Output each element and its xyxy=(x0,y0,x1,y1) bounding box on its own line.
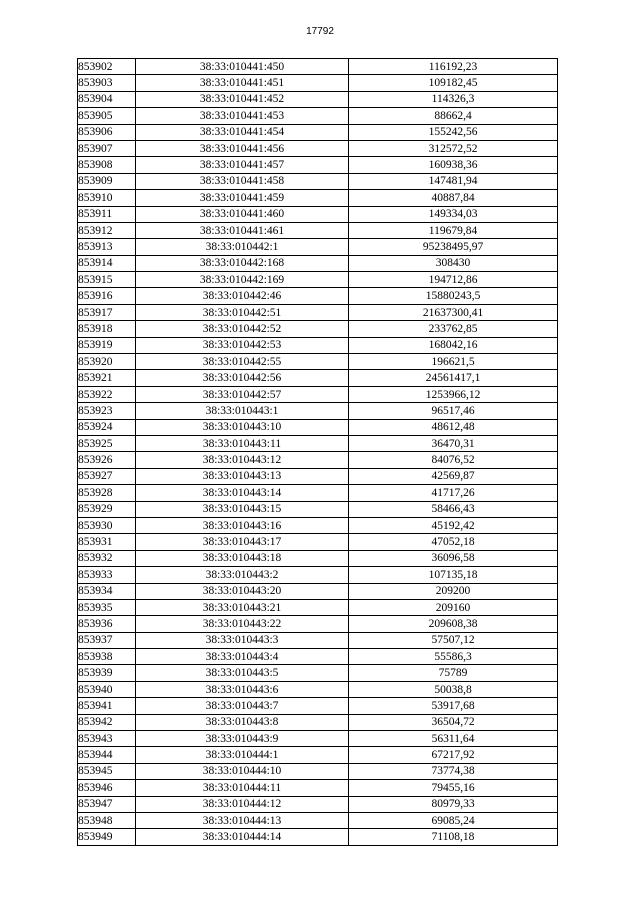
row-number-cell: 853933 xyxy=(78,567,136,583)
cadastral-number-cell: 38:33:010443:8 xyxy=(136,714,349,730)
cadastral-number-cell: 38:33:010441:454 xyxy=(136,124,349,140)
table-row xyxy=(78,796,558,812)
row-number-cell: 853911 xyxy=(78,206,136,222)
cadastral-number-cell: 38:33:010443:13 xyxy=(136,468,349,484)
cadastral-number-cell: 38:33:010442:51 xyxy=(136,304,349,320)
row-number-cell: 853922 xyxy=(78,386,136,402)
cadastral-value-cell: 48612,48 xyxy=(349,419,558,435)
table-row xyxy=(78,272,558,288)
table-row xyxy=(78,321,558,337)
table-row xyxy=(78,616,558,632)
cadastral-number-cell: 38:33:010443:11 xyxy=(136,435,349,451)
row-number-cell: 853938 xyxy=(78,649,136,665)
table-row xyxy=(78,354,558,370)
cadastral-number-cell: 38:33:010443:4 xyxy=(136,649,349,665)
table-row xyxy=(78,222,558,238)
cadastral-value-cell: 209608,38 xyxy=(349,616,558,632)
cadastral-number-cell: 38:33:010443:10 xyxy=(136,419,349,435)
row-number-cell: 853927 xyxy=(78,468,136,484)
row-number-cell: 853919 xyxy=(78,337,136,353)
row-number-cell: 853902 xyxy=(78,59,136,75)
table-row xyxy=(78,304,558,320)
table-row xyxy=(78,124,558,140)
table-row xyxy=(78,780,558,796)
cadastral-number-cell: 38:33:010443:22 xyxy=(136,616,349,632)
table-row xyxy=(78,91,558,107)
row-number-cell: 853931 xyxy=(78,534,136,550)
cadastral-number-cell: 38:33:010443:16 xyxy=(136,517,349,533)
table-row xyxy=(78,681,558,697)
cadastral-number-cell: 38:33:010441:459 xyxy=(136,190,349,206)
table-row xyxy=(78,517,558,533)
cadastral-value-cell: 88662,4 xyxy=(349,108,558,124)
cadastral-number-cell: 38:33:010442:56 xyxy=(136,370,349,386)
cadastral-value-cell: 73774,38 xyxy=(349,763,558,779)
cadastral-number-cell: 38:33:010443:12 xyxy=(136,452,349,468)
cadastral-number-cell: 38:33:010441:461 xyxy=(136,222,349,238)
row-number-cell: 853921 xyxy=(78,370,136,386)
row-number-cell: 853930 xyxy=(78,517,136,533)
cadastral-value-cell: 84076,52 xyxy=(349,452,558,468)
cadastral-value-cell: 24561417,1 xyxy=(349,370,558,386)
cadastral-value-cell: 36096,58 xyxy=(349,550,558,566)
cadastral-value-cell: 109182,45 xyxy=(349,75,558,91)
cadastral-number-cell: 38:33:010442:52 xyxy=(136,321,349,337)
table-row xyxy=(78,403,558,419)
cadastral-value-cell: 41717,26 xyxy=(349,485,558,501)
cadastral-value-cell: 168042,16 xyxy=(349,337,558,353)
row-number-cell: 853916 xyxy=(78,288,136,304)
cadastral-value-cell: 194712,86 xyxy=(349,272,558,288)
table-row xyxy=(78,140,558,156)
row-number-cell: 853907 xyxy=(78,140,136,156)
cadastral-number-cell: 38:33:010443:20 xyxy=(136,583,349,599)
table-body xyxy=(78,59,558,846)
table-row xyxy=(78,370,558,386)
cadastral-value-cell: 95238495,97 xyxy=(349,239,558,255)
cadastral-value-cell: 114326,3 xyxy=(349,91,558,107)
cadastral-value-cell: 1253966,12 xyxy=(349,386,558,402)
cadastral-number-cell: 38:33:010441:460 xyxy=(136,206,349,222)
cadastral-value-cell: 42569,87 xyxy=(349,468,558,484)
cadastral-number-cell: 38:33:010443:2 xyxy=(136,567,349,583)
table-row xyxy=(78,731,558,747)
cadastral-number-cell: 38:33:010442:53 xyxy=(136,337,349,353)
row-number-cell: 853944 xyxy=(78,747,136,763)
cadastral-value-cell: 79455,16 xyxy=(349,780,558,796)
cadastral-value-cell: 80979,33 xyxy=(349,796,558,812)
row-number-cell: 853906 xyxy=(78,124,136,140)
cadastral-number-cell: 38:33:010444:12 xyxy=(136,796,349,812)
cadastral-value-cell: 56311,64 xyxy=(349,731,558,747)
row-number-cell: 853943 xyxy=(78,731,136,747)
table-row xyxy=(78,485,558,501)
cadastral-value-cell: 40887,84 xyxy=(349,190,558,206)
table-row xyxy=(78,747,558,763)
cadastral-number-cell: 38:33:010443:15 xyxy=(136,501,349,517)
table-row xyxy=(78,698,558,714)
table-row xyxy=(78,435,558,451)
table-row xyxy=(78,239,558,255)
cadastral-number-cell: 38:33:010444:1 xyxy=(136,747,349,763)
cadastral-number-cell: 38:33:010443:17 xyxy=(136,534,349,550)
table-row xyxy=(78,452,558,468)
cadastral-value-cell: 69085,24 xyxy=(349,812,558,828)
cadastral-value-cell: 209160 xyxy=(349,599,558,615)
cadastral-value-cell: 55586,3 xyxy=(349,649,558,665)
row-number-cell: 853928 xyxy=(78,485,136,501)
cadastral-value-cell: 50038,8 xyxy=(349,681,558,697)
cadastral-value-cell: 96517,46 xyxy=(349,403,558,419)
cadastral-value-cell: 308430 xyxy=(349,255,558,271)
cadastral-number-cell: 38:33:010442:1 xyxy=(136,239,349,255)
table-row xyxy=(78,157,558,173)
table-row xyxy=(78,468,558,484)
row-number-cell: 853942 xyxy=(78,714,136,730)
cadastral-value-cell: 107135,18 xyxy=(349,567,558,583)
row-number-cell: 853904 xyxy=(78,91,136,107)
row-number-cell: 853934 xyxy=(78,583,136,599)
row-number-cell: 853924 xyxy=(78,419,136,435)
row-number-cell: 853905 xyxy=(78,108,136,124)
table-row xyxy=(78,649,558,665)
cadastral-number-cell: 38:33:010442:57 xyxy=(136,386,349,402)
cadastral-value-cell: 15880243,5 xyxy=(349,288,558,304)
row-number-cell: 853925 xyxy=(78,435,136,451)
table-row xyxy=(78,829,558,845)
cadastral-value-cell: 53917,68 xyxy=(349,698,558,714)
table-row xyxy=(78,337,558,353)
row-number-cell: 853932 xyxy=(78,550,136,566)
row-number-cell: 853926 xyxy=(78,452,136,468)
cadastral-value-cell: 312572,52 xyxy=(349,140,558,156)
cadastral-number-cell: 38:33:010443:21 xyxy=(136,599,349,615)
cadastral-value-cell: 58466,43 xyxy=(349,501,558,517)
row-number-cell: 853945 xyxy=(78,763,136,779)
row-number-cell: 853903 xyxy=(78,75,136,91)
row-number-cell: 853908 xyxy=(78,157,136,173)
cadastral-number-cell: 38:33:010442:168 xyxy=(136,255,349,271)
table-row xyxy=(78,288,558,304)
table-row xyxy=(78,550,558,566)
cadastral-value-cell: 45192,42 xyxy=(349,517,558,533)
row-number-cell: 853941 xyxy=(78,698,136,714)
cadastral-number-cell: 38:33:010441:451 xyxy=(136,75,349,91)
table-row xyxy=(78,59,558,75)
table-row xyxy=(78,632,558,648)
cadastral-number-cell: 38:33:010444:14 xyxy=(136,829,349,845)
cadastral-value-cell: 209200 xyxy=(349,583,558,599)
row-number-cell: 853910 xyxy=(78,190,136,206)
cadastral-number-cell: 38:33:010441:458 xyxy=(136,173,349,189)
cadastral-number-cell: 38:33:010443:5 xyxy=(136,665,349,681)
cadastral-number-cell: 38:33:010442:169 xyxy=(136,272,349,288)
cadastral-number-cell: 38:33:010443:6 xyxy=(136,681,349,697)
cadastral-value-cell: 155242,56 xyxy=(349,124,558,140)
cadastral-number-cell: 38:33:010441:456 xyxy=(136,140,349,156)
row-number-cell: 853917 xyxy=(78,304,136,320)
cadastral-value-table xyxy=(77,58,558,846)
row-number-cell: 853918 xyxy=(78,321,136,337)
table-row xyxy=(78,665,558,681)
row-number-cell: 853949 xyxy=(78,829,136,845)
table-row xyxy=(78,108,558,124)
cadastral-value-cell: 147481,94 xyxy=(349,173,558,189)
row-number-cell: 853939 xyxy=(78,665,136,681)
cadastral-number-cell: 38:33:010441:450 xyxy=(136,59,349,75)
row-number-cell: 853940 xyxy=(78,681,136,697)
row-number-cell: 853936 xyxy=(78,616,136,632)
table-row xyxy=(78,75,558,91)
table-row xyxy=(78,583,558,599)
row-number-cell: 853947 xyxy=(78,796,136,812)
cadastral-number-cell: 38:33:010443:14 xyxy=(136,485,349,501)
cadastral-number-cell: 38:33:010441:453 xyxy=(136,108,349,124)
table-row xyxy=(78,419,558,435)
table-row xyxy=(78,599,558,615)
cadastral-value-cell: 75789 xyxy=(349,665,558,681)
cadastral-value-cell: 47052,18 xyxy=(349,534,558,550)
table-row xyxy=(78,763,558,779)
cadastral-value-cell: 196621,5 xyxy=(349,354,558,370)
table-row xyxy=(78,534,558,550)
cadastral-number-cell: 38:33:010442:55 xyxy=(136,354,349,370)
cadastral-value-cell: 67217,92 xyxy=(349,747,558,763)
table-row xyxy=(78,173,558,189)
cadastral-value-cell: 36504,72 xyxy=(349,714,558,730)
cadastral-number-cell: 38:33:010444:11 xyxy=(136,780,349,796)
table-row xyxy=(78,501,558,517)
table-row xyxy=(78,190,558,206)
cadastral-value-cell: 149334,03 xyxy=(349,206,558,222)
cadastral-number-cell: 38:33:010444:13 xyxy=(136,812,349,828)
row-number-cell: 853948 xyxy=(78,812,136,828)
table-row xyxy=(78,812,558,828)
page-number: 17792 xyxy=(306,26,334,37)
cadastral-number-cell: 38:33:010443:9 xyxy=(136,731,349,747)
table-row xyxy=(78,386,558,402)
row-number-cell: 853909 xyxy=(78,173,136,189)
row-number-cell: 853937 xyxy=(78,632,136,648)
cadastral-number-cell: 38:33:010443:3 xyxy=(136,632,349,648)
table-row xyxy=(78,714,558,730)
cadastral-number-cell: 38:33:010443:1 xyxy=(136,403,349,419)
table-row xyxy=(78,206,558,222)
cadastral-number-cell: 38:33:010443:7 xyxy=(136,698,349,714)
row-number-cell: 853946 xyxy=(78,780,136,796)
cadastral-number-cell: 38:33:010442:46 xyxy=(136,288,349,304)
row-number-cell: 853935 xyxy=(78,599,136,615)
row-number-cell: 853915 xyxy=(78,272,136,288)
cadastral-number-cell: 38:33:010441:452 xyxy=(136,91,349,107)
cadastral-value-cell: 36470,31 xyxy=(349,435,558,451)
cadastral-value-cell: 233762,85 xyxy=(349,321,558,337)
row-number-cell: 853929 xyxy=(78,501,136,517)
cadastral-value-cell: 21637300,41 xyxy=(349,304,558,320)
row-number-cell: 853913 xyxy=(78,239,136,255)
cadastral-value-cell: 57507,12 xyxy=(349,632,558,648)
cadastral-number-cell: 38:33:010443:18 xyxy=(136,550,349,566)
row-number-cell: 853923 xyxy=(78,403,136,419)
cadastral-value-cell: 119679,84 xyxy=(349,222,558,238)
cadastral-number-cell: 38:33:010444:10 xyxy=(136,763,349,779)
table-row xyxy=(78,255,558,271)
row-number-cell: 853914 xyxy=(78,255,136,271)
cadastral-value-cell: 71108,18 xyxy=(349,829,558,845)
table-row xyxy=(78,567,558,583)
cadastral-number-cell: 38:33:010441:457 xyxy=(136,157,349,173)
row-number-cell: 853920 xyxy=(78,354,136,370)
row-number-cell: 853912 xyxy=(78,222,136,238)
cadastral-value-cell: 160938,36 xyxy=(349,157,558,173)
cadastral-value-cell: 116192,23 xyxy=(349,59,558,75)
